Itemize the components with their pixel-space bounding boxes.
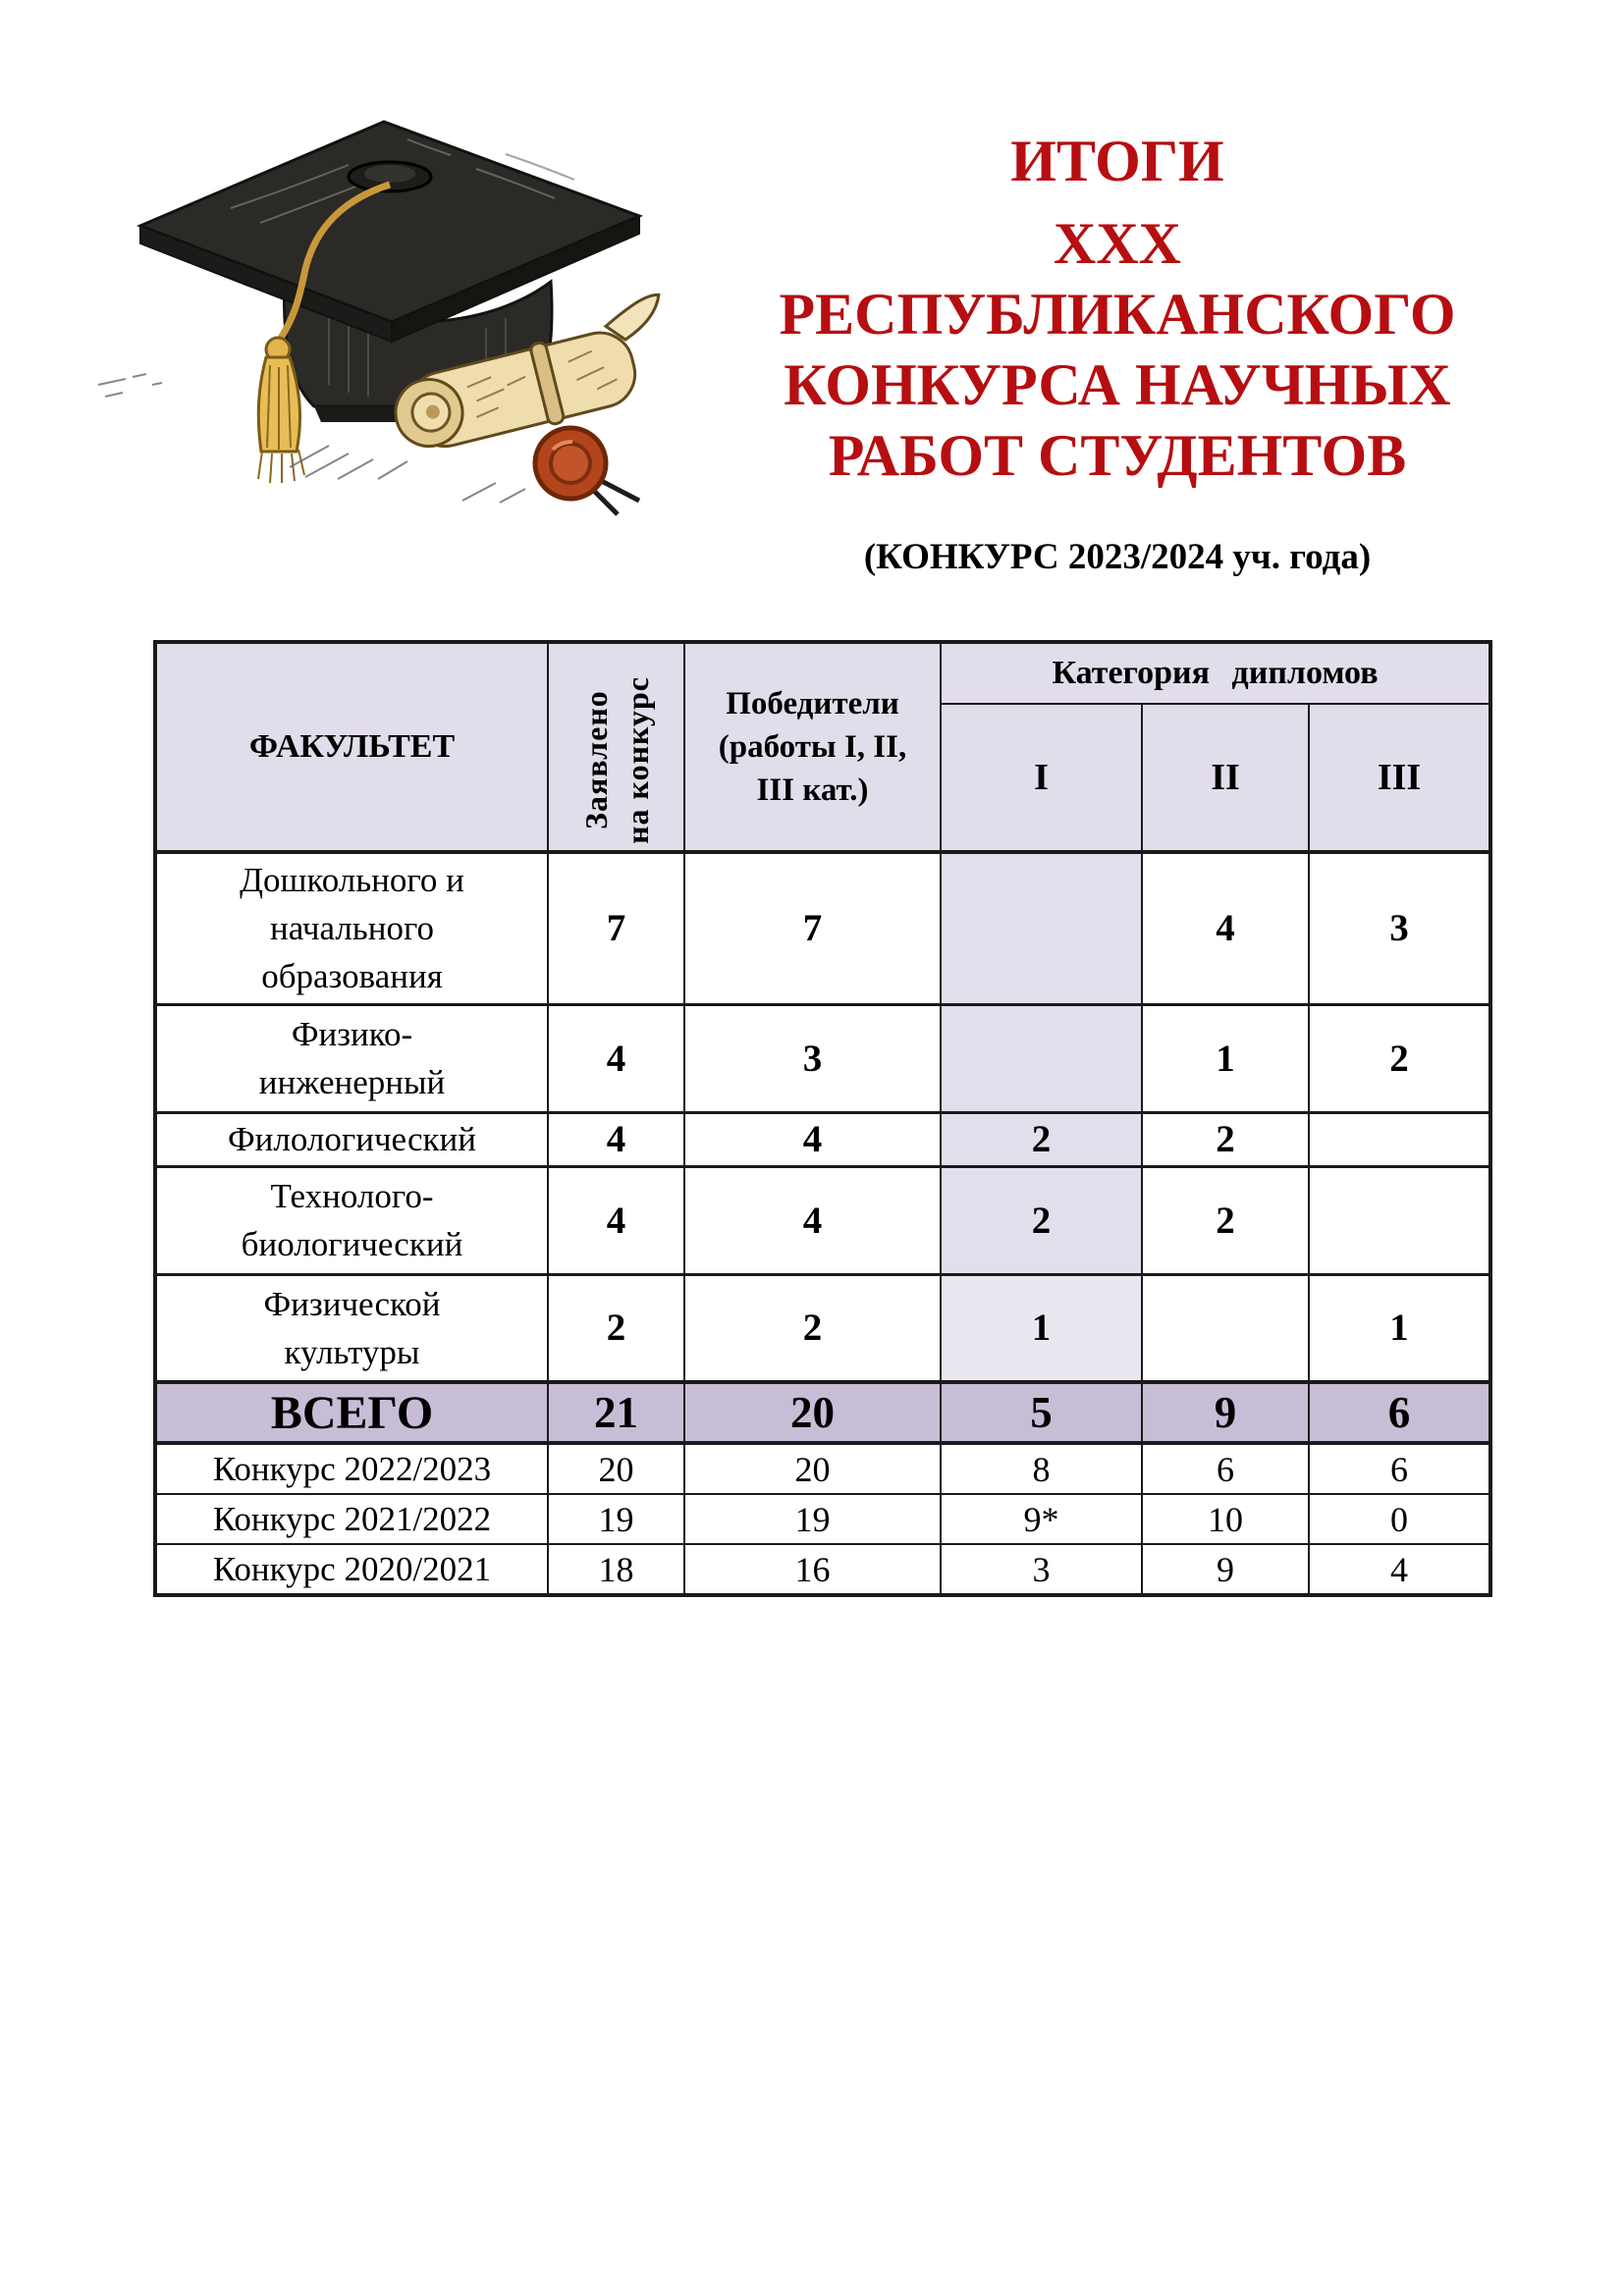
winners-cell: 3 — [684, 1004, 941, 1112]
winners-cell: 20 — [684, 1382, 941, 1443]
graduation-cap-illustration — [83, 61, 692, 517]
winners-cell: 4 — [684, 1166, 941, 1274]
cat3-cell: 0 — [1309, 1494, 1490, 1544]
table-row-tech-bio — [155, 1166, 1490, 1274]
header-faculty: ФАКУЛЬТЕТ — [155, 642, 548, 852]
cat2-cell: 2 — [1142, 1166, 1309, 1274]
cat1-cell: 5 — [941, 1382, 1142, 1443]
contest-label-cell: Конкурс 2021/2022 — [155, 1494, 548, 1544]
cat1-cell: 9* — [941, 1494, 1142, 1544]
winners-cell: 7 — [684, 852, 941, 1004]
submitted-cell: 18 — [548, 1544, 684, 1595]
winners-cell: 19 — [684, 1494, 941, 1544]
submitted-cell: 2 — [548, 1274, 684, 1382]
cat2-cell — [1142, 1274, 1309, 1382]
cat3-cell: 3 — [1309, 852, 1490, 1004]
faculty-cell: Филологический — [155, 1112, 548, 1166]
submitted-cell: 7 — [548, 852, 684, 1004]
cat2-cell: 10 — [1142, 1494, 1309, 1544]
faculty-cell: Дошкольного и начального образования — [155, 852, 548, 1004]
table-row-phys-culture — [155, 1274, 1490, 1382]
faculty-cell: Технолого- биологический — [155, 1166, 548, 1274]
document-title — [687, 126, 1547, 491]
header-category-1: I — [941, 704, 1142, 852]
cat1-cell: 1 — [941, 1274, 1142, 1382]
cat2-cell: 2 — [1142, 1112, 1309, 1166]
title-results-word: ИТОГИ — [1010, 129, 1224, 193]
table-row-preschool — [155, 852, 1490, 1004]
cat3-cell: 2 — [1309, 1004, 1490, 1112]
cat2-cell: 9 — [1142, 1382, 1309, 1443]
cat1-cell: 2 — [941, 1166, 1142, 1274]
document-subtitle: (КОНКУРС 2023/2024 уч. года) — [863, 537, 1372, 577]
cat1-cell — [941, 852, 1142, 1004]
cat3-cell — [1309, 1166, 1490, 1274]
submitted-cell: 4 — [548, 1166, 684, 1274]
header-submitted-rotated-text: Заявлено на конкурс — [577, 676, 655, 844]
submitted-cell: 21 — [548, 1382, 684, 1443]
title-main-lines: ХХХ РЕСПУБЛИКАНСКОГО КОНКУРСА НАУЧНЫХ РАБОТ СТУДЕНТОВ — [779, 211, 1456, 488]
cat2-cell: 9 — [1142, 1544, 1309, 1595]
total-label-cell: ВСЕГО — [155, 1382, 548, 1443]
winners-cell: 4 — [684, 1112, 941, 1166]
header-submitted — [548, 642, 684, 852]
cat2-cell: 1 — [1142, 1004, 1309, 1112]
winners-cell: 2 — [684, 1274, 941, 1382]
header-category-2: II — [1142, 704, 1309, 852]
cat1-cell: 2 — [941, 1112, 1142, 1166]
submitted-cell: 19 — [548, 1494, 684, 1544]
cat1-cell — [941, 1004, 1142, 1112]
faculty-cell: Физико- инженерный — [155, 1004, 548, 1112]
contest-label-cell: Конкурс 2022/2023 — [155, 1443, 548, 1494]
winners-cell: 20 — [684, 1443, 941, 1494]
table-row-contest-2021-2022 — [155, 1494, 1490, 1544]
header-winners: Победители (работы I, II, III кат.) — [684, 642, 941, 852]
header-diploma-category: Категория дипломов — [941, 642, 1490, 704]
winners-cell: 16 — [684, 1544, 941, 1595]
cat2-cell: 6 — [1142, 1443, 1309, 1494]
cat2-cell: 4 — [1142, 852, 1309, 1004]
table-row-philology — [155, 1112, 1490, 1166]
table-row-total — [155, 1382, 1490, 1443]
cat3-cell — [1309, 1112, 1490, 1166]
submitted-cell: 4 — [548, 1004, 684, 1112]
results-table — [153, 640, 1492, 1597]
cat3-cell: 4 — [1309, 1544, 1490, 1595]
cat1-cell: 3 — [941, 1544, 1142, 1595]
table-row-contest-2020-2021 — [155, 1544, 1490, 1595]
table-row-physics-eng — [155, 1004, 1490, 1112]
faculty-cell: Физической культуры — [155, 1274, 548, 1382]
cat3-cell: 6 — [1309, 1382, 1490, 1443]
cat1-cell: 8 — [941, 1443, 1142, 1494]
header-row-1 — [155, 642, 1490, 704]
submitted-cell: 4 — [548, 1112, 684, 1166]
contest-label-cell: Конкурс 2020/2021 — [155, 1544, 548, 1595]
cat3-cell: 6 — [1309, 1443, 1490, 1494]
table-row-contest-2022-2023 — [155, 1443, 1490, 1494]
cat3-cell: 1 — [1309, 1274, 1490, 1382]
header-category-3: III — [1309, 704, 1490, 852]
submitted-cell: 20 — [548, 1443, 684, 1494]
